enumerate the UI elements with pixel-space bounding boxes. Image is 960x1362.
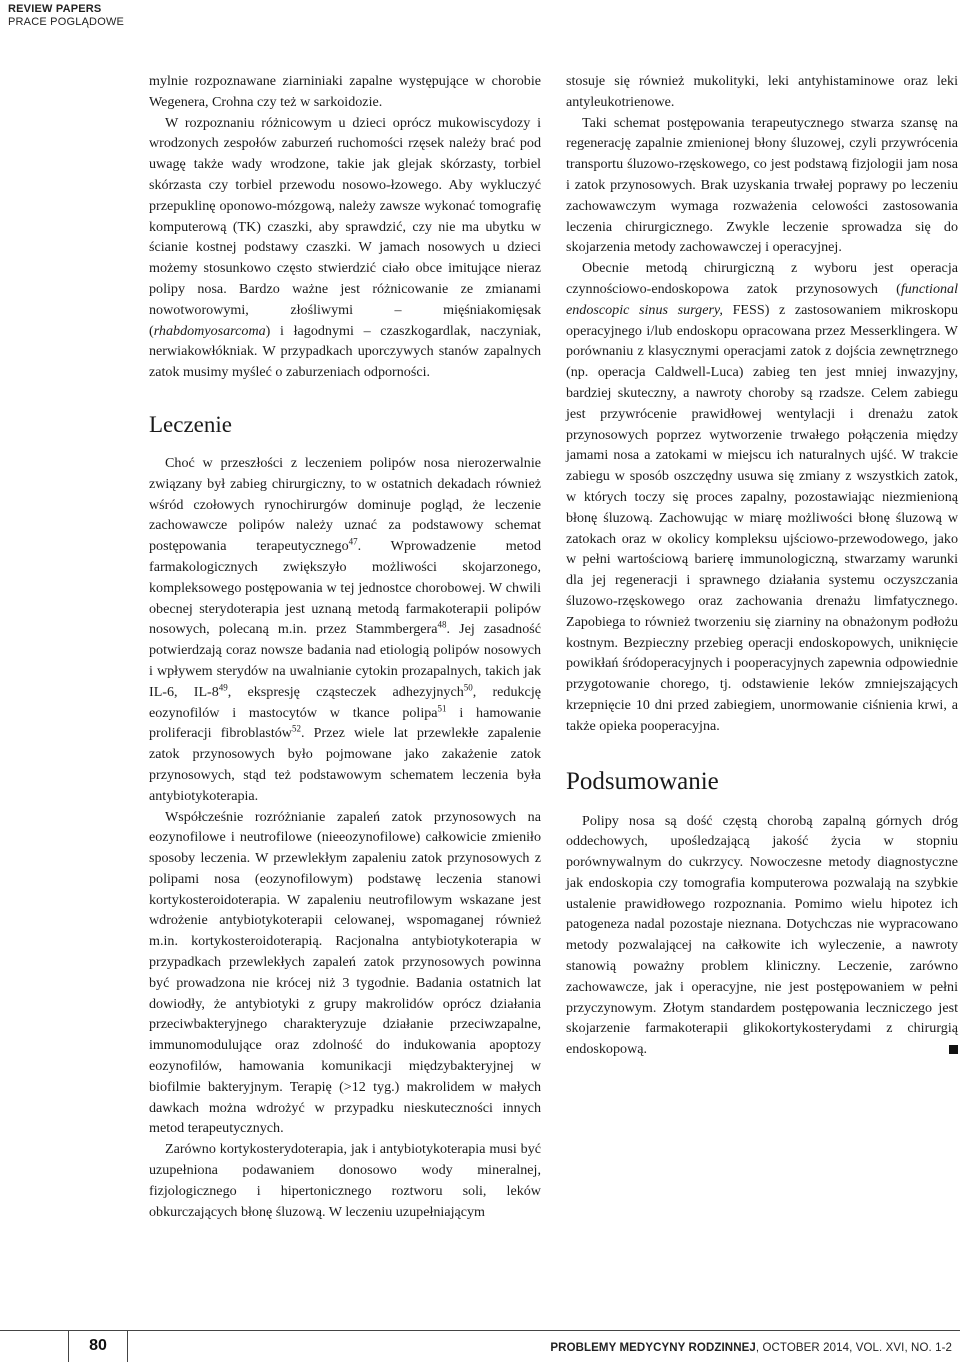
running-header xyxy=(8,3,124,29)
left-column xyxy=(149,71,541,1222)
journal-issue: , OCTOBER 2014, VOL. XVI, NO. 1-2 xyxy=(755,1342,952,1354)
journal-footer xyxy=(550,1342,952,1354)
paragraph: Obecnie metodą chirurgiczną z wyboru jest operacja czynnościowo-endoskopowa zatok przynosowych (functional endoscopic sinus surgery, FESS) z zastosowaniem mikroskopu operacyjnego i/lub endoskopu opracowana przez Messerklingera. W porównaniu z klasycznymi operacjami zatok z dojścia zewnętrznego (np. operacja Caldwell-Luca) zabieg ten jest mniej inwazyjny, bardziej skuteczny, a nawroty choroby są rzadsze. Celem zabiegu jest przywrócenie prawidłowej wentylacji i drenażu zatok przynosowych poprzez wytworzenie trwałego połączenia między jamami nosa a zatokami w miejscu ich naturalnych ujść. W trakcie zabiegu w sposób oszczędny usuwa się zmiany z wszystkich zatok, w których toczy się proces zapalny, pozostawiając niezmienioną błonę śluzową. Zachowując w miarę możliwości błonę śluzową w zatokach oraz w okolicy kompleksu ujściowo-przewodowego, jako w pełni wartościową barierę immunologiczną, stwarzamy warunki dla jej regeneracji i sprawnego działania systemu oczyszczania śluzowo-rzęskowego oraz zachowania drenażu limfatycznego. Zapobiega to również tworzeniu się ziarniny na obnażonym podłożu kostnym. Bezpieczny przebieg operacji endoskopowych, uniknięcie powikłań śródoperacyjnych i pooperacyjnych zapewnia odpowiednie przygotowanie chorego, tj. odstawienie leków zmniejszających krzepnięcie 10 dni przed zabiegiem, unormowanie ciśnienia krwi, a także opieka pooperacyjna. xyxy=(566,260,958,734)
paragraph: Współcześnie rozróżnianie zapaleń zatok przynosowych na eozynofilowe i neutrofilowe (nieeozynofilowe) całkowicie zmieniło sposoby leczenia. W przewlekłym zapaleniu zatok przynosowych z polipami nosa (eozynofilowym) podstawę leczenia stanowi kortykosteroidoterapia. W zapaleniu neutrofilowym wskazane jest wdrożenie antybiotykoterapii celowanej, wspomaganej również m.in. kortykosteroidoterapią. Racjonalna antybiotykoterapia w przypadkach przewlekłych zapaleń zatok przynosowych powinna być prowadzona nie krócej niż 3 tygodnie. Badania ostatnich lat dowiodły, że antybiotyki z grupy makrolidów oprócz działania przeciwbakteryjnego charakteryzuje działanie przeciwzapalne, immunomodulujące oraz zdolność do indukowania apoptozy eozynofilów, hamowania komunikacji międzybakteryjnej w biofilmie bakteryjnym. Terapię (>12 tyg.) makrolidem w małych dawkach można wdrożyć w przypadku nieskuteczności innych metod terapeutycznych. xyxy=(149,808,541,1137)
section-heading-summary: Podsumowanie xyxy=(566,767,719,795)
paragraph: W rozpoznaniu różnicowym u dzieci oprócz mukowiscydozy i wrodzonych zespołów zaburzeń ruchomości rzęsek należy brać pod uwagę także wady wrodzone, takie jak glejak skórzasty, torbiel skórzasta czy torbiel przewodu nosowo-łzowego. Aby wykluczyć przepuklinę oponowo-mózgową, należy zawsze wykonać tomografię komputerową (TK) czaszki, aby sprawdzić, czy nie ma ubytku w ścianie kostnej podstawy czaszki. W jamach nosowych u dzieci możemy stosunkowo często stwierdzić ciało obce imitujące nieraz polipy nosa. Bardzo ważne jest różnicowanie ze zmianami nowotworowymi, złośliwymi – mięśniakomięsak (rhabdomyosarcoma) i łagodnymi – czaszkogardlak, naczyniak, nerwiakowłókniak. W przypadkach uporczywych stanów zapalnych zatok musimy myśleć o zaburzeniach odporności. xyxy=(149,114,541,381)
paragraph: stosuje się również mukolityki, leki antyhistaminowe oraz leki antyleukotrienowe. xyxy=(566,73,958,110)
paragraph: Taki schemat postępowania terapeutycznego stwarza szansę na regenerację zapalnie zmienionej błony śluzowej, czyli przywrócenia transportu śluzowo-rzęskowego, co jest podstawą fizjologii jam nosa i zatok przynosowych. Brak uzyskania trwałej poprawy po leczeniu zachowawczym wymaga rozważenia celowości zastosowania leczenia chirurgicznego. Zwykle leczenie sprowadza się do skojarzenia metody zachowawczej i operacyjnej. xyxy=(566,114,958,256)
end-of-article-square-icon xyxy=(949,1045,958,1054)
reference-49: 49 xyxy=(218,682,228,693)
right-column xyxy=(566,71,958,1060)
reference-50: 50 xyxy=(463,682,473,693)
reference-47: 47 xyxy=(348,536,358,547)
journal-name: PROBLEMY MEDYCYNY RODZINNEJ xyxy=(550,1342,756,1354)
reference-48: 48 xyxy=(437,619,447,630)
paragraph: Zarówno kortykosterydoterapia, jak i antybiotykoterapia musi być uzupełniona podawaniem donosowo wody mineralnej, fizjologicznego i hipertonicznego roztworu soli, leków obkurczających błonę śluzową. W leczeniu uzupełniającym xyxy=(149,1141,541,1220)
section-heading-treatment: Leczenie xyxy=(149,411,232,437)
page-number: 80 xyxy=(68,1330,128,1362)
paragraph: Polipy nosa są dość częstą chorobą zapalną górnych dróg oddechowych, upośledzającą jakość życia w stopniu porównywalnym do cukrzycy. Nowoczesne metody diagnostyczne jak endoskopia czy tomografia komputerowa pozwalają na szybkie ustalenie prawidłowego rozpoznania. Pomimo wielu hipotez ich patogeneza nadal pozostaje nieznana. Dotychczas nie wypracowano metody pozwalającej na całkowite ich wyleczenie, a nawroty stanowią poważny problem kliniczny. Leczenie, zarówno zachowawcze, jak i operacyjne, nie jest postępowaniem w pełni przyczynowym. Złotym standardem postępowania leczniczego jest skojarzenie farmakoterapii glikokortykosterydami z chirurgią endoskopową. xyxy=(566,812,958,1058)
reference-52: 52 xyxy=(291,723,301,734)
paragraph: mylnie rozpoznawane ziarniniaki zapalne występujące w chorobie Wegenera, Crohna czy też w sarkoidozie. xyxy=(149,73,541,110)
paragraph: Choć w przeszłości z leczeniem polipów nosa nierozerwalnie związany był zabieg chirurgiczny, to w ostatnich dekadach również wśród czołowych rynochirurgów dominuje pogląd, że leczenie zachowawcze polipów należy uznać za podstawowy schemat postępowania terapeutycznego$^{47}$. Wprowadzenie metod farmakologicznych zwiększyło możliwości skojarzonego, kompleksowego postępowania w tej jednostce chorobowej. W chwili obecnej sterydoterapia jest uznaną metodą farmakoterapii polipów nosowych, polecaną m.in. przez Stammbergera$^{48}$. Jej zasadność potwierdzają coraz nowsze badania nad etiologią polipów nosowych i wpływem sterydów na uwalnianie cytokin prozapalnych, takich jak IL-6, $IL-8^{49}$, ekspresję cząsteczek adhezyjnych$^{50}$, redukcję eozynofilów i mastocytów w tkance polipa$^{51}$ i hamowanie proliferacji fibroblastów$^{52}$. Przez wiele lat przewlekłe zapalenie zatok przynosowych było pojmowane jako zakażenie zatok przynosowych, stąd też podstawowym schematem leczenia była antybiotykoterapia. xyxy=(149,454,541,804)
section-label-pl: PRACE POGLĄDOWE xyxy=(8,16,125,28)
footer-rule xyxy=(0,1330,960,1331)
section-label-en: REVIEW PAPERS xyxy=(8,3,102,15)
reference-51: 51 xyxy=(437,702,447,713)
